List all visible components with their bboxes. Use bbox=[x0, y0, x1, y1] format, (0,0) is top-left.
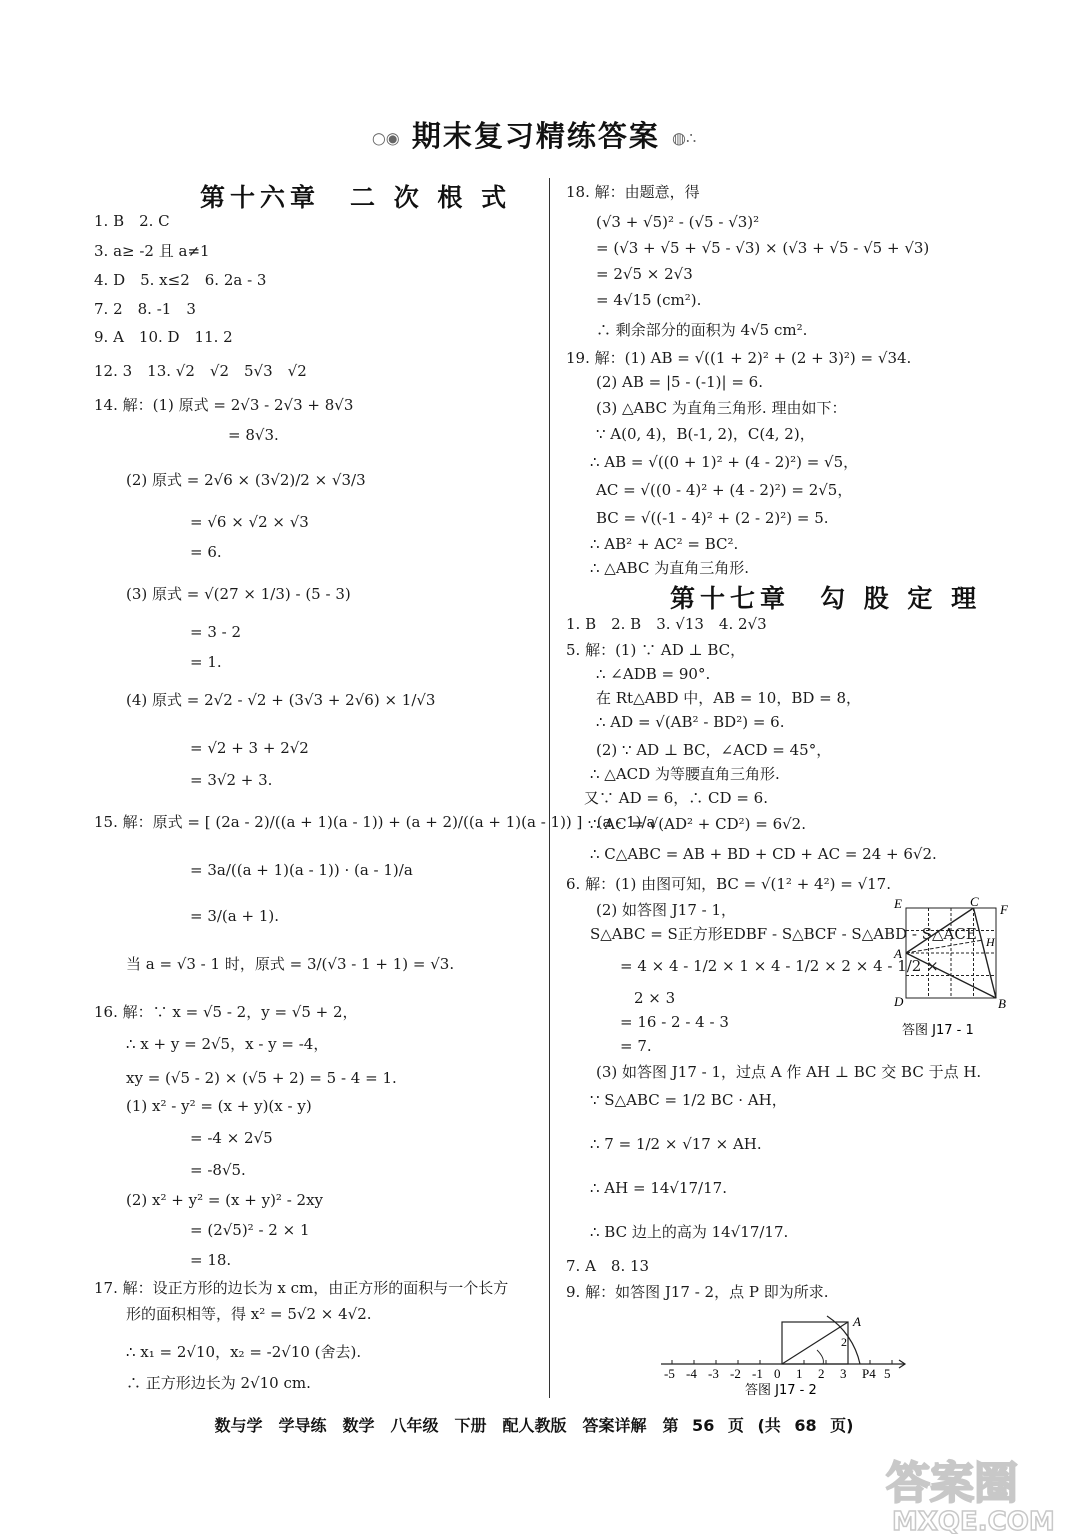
left-line-0: 1. B 2. C bbox=[94, 212, 170, 230]
left-line-12: = 3 - 2 bbox=[190, 623, 242, 641]
right-line-10: ∴ AB = √((0 + 1)² + (4 - 2)²) = √5， bbox=[590, 453, 859, 471]
left-line-20: 当 a = √3 - 1 时，原式 = 3/(√3 - 1 + 1) = √3. bbox=[126, 955, 455, 973]
figure-j17-2 bbox=[655, 1312, 915, 1398]
right-line-3: = 2√5 × 2√3 bbox=[596, 265, 693, 283]
left-line-7: = 8√3. bbox=[228, 426, 279, 444]
number-line-tick-label: 1 bbox=[796, 1366, 803, 1381]
left-line-15: = √2 + 3 + 2√2 bbox=[190, 739, 309, 757]
left-line-25: = -4 × 2√5 bbox=[190, 1129, 273, 1147]
number-line-tick-label: 2 bbox=[818, 1366, 825, 1381]
number-line-tick-label: 5 bbox=[884, 1366, 891, 1381]
number-line-tick-label: 0 bbox=[774, 1366, 781, 1381]
right-line-16: 5. 解：(1) ∵ AD ⊥ BC， bbox=[566, 641, 746, 659]
right-line-24: ∴ C△ABC = AB + BD + CD + AC = 24 + 6√2. bbox=[590, 845, 937, 863]
right-line-27: S△ABC = S正方形EDBF - S△BCF - S△ABD - S△ACE bbox=[590, 925, 977, 943]
right-line-35: ∴ AH = 14√17/17. bbox=[590, 1179, 727, 1197]
left-line-31: 形的面积相等，得 x² = 5√2 × 4√2. bbox=[126, 1305, 372, 1323]
number-line-tick-label: -4 bbox=[686, 1366, 697, 1381]
left-line-28: = (2√5)² - 2 × 1 bbox=[190, 1221, 310, 1239]
right-line-8: (3) △ABC 为直角三角形. 理由如下： bbox=[596, 399, 847, 417]
right-line-36: ∴ BC 边上的高为 14√17/17. bbox=[590, 1223, 789, 1241]
left-line-17: 15. 解：原式 = [ (2a - 2)/((a + 1)(a - 1)) + (a + 2)/((a + 1)(a - 1)) ] · (a - 1)/a bbox=[94, 813, 656, 831]
right-line-6: 19. 解：(1) AB = √((1 + 2)² + (2 + 3)²) = √34. bbox=[566, 349, 912, 367]
watermark-logo bbox=[882, 1448, 1060, 1534]
right-line-25: 6. 解：(1) 由图可知，BC = √(1² + 4²) = √17. bbox=[566, 875, 891, 893]
decoration-circles-icon: ○◉ bbox=[371, 128, 400, 148]
left-line-3: 7. 2 8. -1 3 bbox=[94, 300, 196, 318]
right-line-28: = 4 × 4 - 1/2 × 1 × 4 - 1/2 × 2 × 4 - 1/2 × bbox=[620, 957, 939, 975]
left-line-21: 16. 解：∵ x = √5 - 2，y = √5 + 2， bbox=[94, 1003, 358, 1021]
right-line-26: (2) 如答图 J17 - 1， bbox=[596, 901, 737, 919]
figure2-label-2: 2 bbox=[841, 1335, 847, 1349]
left-line-23: xy = (√5 - 2) × (√5 + 2) = 5 - 4 = 1. bbox=[126, 1069, 397, 1087]
left-line-13: = 1. bbox=[190, 653, 222, 671]
right-line-20: (2) ∵ AD ⊥ BC，∠ACD = 45°， bbox=[596, 741, 832, 759]
page-title-text: 期末复习精练答案 bbox=[411, 119, 660, 153]
chapter-16-title: 第十六章 二 次 根 式 bbox=[200, 183, 512, 212]
right-line-1: (√3 + √5)² - (√5 - √3)² bbox=[596, 213, 760, 231]
page-title bbox=[0, 114, 1068, 155]
left-line-22: ∴ x + y = 2√5，x - y = -4， bbox=[126, 1035, 329, 1053]
right-line-21: ∴ △ACD 为等腰直角三角形. bbox=[590, 765, 780, 783]
left-line-2: 4. D 5. x≤2 6. 2a - 3 bbox=[94, 271, 267, 289]
right-line-14: ∴ △ABC 为直角三角形. bbox=[590, 559, 749, 577]
right-line-15: 1. B 2. B 3. √13 4. 2√3 bbox=[566, 615, 767, 633]
left-line-8: (2) 原式 = 2√6 × (3√2)/2 × √3/3 bbox=[126, 471, 366, 489]
number-line-tick-label: P4 bbox=[862, 1366, 876, 1381]
left-line-4: 9. A 10. D 11. 2 bbox=[94, 328, 233, 346]
right-line-33: ∵ S△ABC = 1/2 BC · AH， bbox=[590, 1091, 787, 1109]
right-line-30: = 16 - 2 - 4 - 3 bbox=[620, 1013, 729, 1031]
left-line-16: = 3√2 + 3. bbox=[190, 771, 273, 789]
watermark-url: MXQE.COM bbox=[892, 1507, 1055, 1534]
right-line-23: ∴ AC = √(AD² + CD²) = 6√2. bbox=[590, 815, 806, 833]
left-line-24: (1) x² - y² = (x + y)(x - y) bbox=[126, 1097, 312, 1115]
figure-j17-1 bbox=[892, 896, 1020, 1044]
watermark-text: 答案圈 bbox=[886, 1458, 1018, 1509]
right-line-32: (3) 如答图 J17 - 1，过点 A 作 AH ⊥ BC 交 BC 于点 H. bbox=[596, 1063, 982, 1081]
number-line-tick-label: -3 bbox=[708, 1366, 719, 1381]
figure1-label-f: F bbox=[1000, 902, 1008, 917]
right-line-38: 9. 解：如答图 J17 - 2，点 P 即为所求. bbox=[566, 1283, 829, 1301]
right-line-4: = 4√15 (cm²). bbox=[596, 291, 702, 309]
right-line-19: ∴ AD = √(AB² - BD²) = 6. bbox=[596, 713, 785, 731]
right-line-31: = 7. bbox=[620, 1037, 652, 1055]
figure2-caption: 答图 J17 - 2 bbox=[745, 1383, 817, 1398]
number-line-tick-label: -1 bbox=[752, 1366, 763, 1381]
number-line-tick-label: -2 bbox=[730, 1366, 741, 1381]
left-line-33: ∴ 正方形边长为 2√10 cm. bbox=[126, 1374, 311, 1392]
right-line-9: ∵ A(0, 4)，B(-1, 2)，C(4, 2)， bbox=[596, 425, 815, 443]
left-line-6: 14. 解：(1) 原式 = 2√3 - 2√3 + 8√3 bbox=[94, 396, 354, 414]
left-line-1: 3. a≥ -2 且 a≠1 bbox=[94, 242, 210, 260]
right-line-37: 7. A 8. 13 bbox=[566, 1257, 650, 1275]
right-line-17: ∴ ∠ADB = 90°. bbox=[596, 665, 711, 683]
right-line-29: 2 × 3 bbox=[634, 989, 676, 1007]
left-line-18: = 3a/((a + 1)(a - 1)) · (a - 1)/a bbox=[190, 861, 413, 879]
figure1-label-a: A bbox=[894, 946, 902, 961]
figure1-label-c: C bbox=[970, 896, 979, 909]
left-line-26: = -8√5. bbox=[190, 1161, 246, 1179]
figure1-label-e: E bbox=[894, 896, 902, 911]
right-line-2: = (√3 + √5 + √5 - √3) × (√3 + √5 - √5 + √3) bbox=[596, 239, 930, 257]
number-line-tick-label: -5 bbox=[664, 1366, 675, 1381]
left-line-5: 12. 3 13. √2 √2 5√3 √2 bbox=[94, 362, 307, 380]
left-line-14: (4) 原式 = 2√2 - √2 + (3√3 + 2√6) × 1/√3 bbox=[126, 691, 436, 709]
chapter-17-title: 第十七章 勾 股 定 理 bbox=[670, 584, 982, 613]
left-line-10: = 6. bbox=[190, 543, 222, 561]
right-line-34: ∴ 7 = 1/2 × √17 × AH. bbox=[590, 1135, 762, 1153]
right-line-0: 18. 解：由题意，得 bbox=[566, 183, 700, 201]
left-line-9: = √6 × √2 × √3 bbox=[190, 513, 309, 531]
right-line-22: 又∵ AD = 6，∴ CD = 6. bbox=[584, 789, 768, 807]
figure1-label-d: D bbox=[894, 994, 904, 1009]
right-line-11: AC = √((0 - 4)² + (4 - 2)²) = 2√5， bbox=[596, 481, 853, 499]
right-line-12: BC = √((-1 - 4)² + (2 - 2)²) = 5. bbox=[596, 509, 829, 527]
decoration-circles-icon: ◍∴ bbox=[672, 128, 697, 148]
number-line-ticks bbox=[664, 1360, 892, 1381]
left-line-11: (3) 原式 = √(27 × 1/3) - (5 - 3) bbox=[126, 585, 351, 603]
column-divider bbox=[549, 178, 550, 1398]
right-line-13: ∴ AB² + AC² = BC². bbox=[590, 535, 739, 553]
figure1-label-h: H bbox=[986, 935, 995, 949]
figure1-label-b: B bbox=[998, 996, 1006, 1011]
left-line-30: 17. 解：设正方形的边长为 x cm，由正方形的面积与一个长方 bbox=[94, 1279, 509, 1297]
left-line-32: ∴ x₁ = 2√10，x₂ = -2√10 (舍去). bbox=[126, 1343, 362, 1361]
left-line-19: = 3/(a + 1). bbox=[190, 907, 279, 925]
right-line-5: ∴ 剩余部分的面积为 4√5 cm². bbox=[596, 321, 808, 339]
figure1-caption: 答图 J17 - 1 bbox=[902, 1023, 974, 1038]
figure2-label-a: A bbox=[853, 1314, 861, 1329]
left-line-27: (2) x² + y² = (x + y)² - 2xy bbox=[126, 1191, 324, 1209]
left-line-29: = 18. bbox=[190, 1251, 232, 1269]
page-footer: 数与学 学导练 数学 八年级 下册 配人教版 答案详解 第 56 页 (共 68 页) bbox=[214, 1416, 854, 1435]
right-line-18: 在 Rt△ABD 中，AB = 10，BD = 8， bbox=[596, 689, 862, 707]
number-line-tick-label: 3 bbox=[840, 1366, 847, 1381]
right-line-7: (2) AB = |5 - (-1)| = 6. bbox=[596, 373, 763, 391]
